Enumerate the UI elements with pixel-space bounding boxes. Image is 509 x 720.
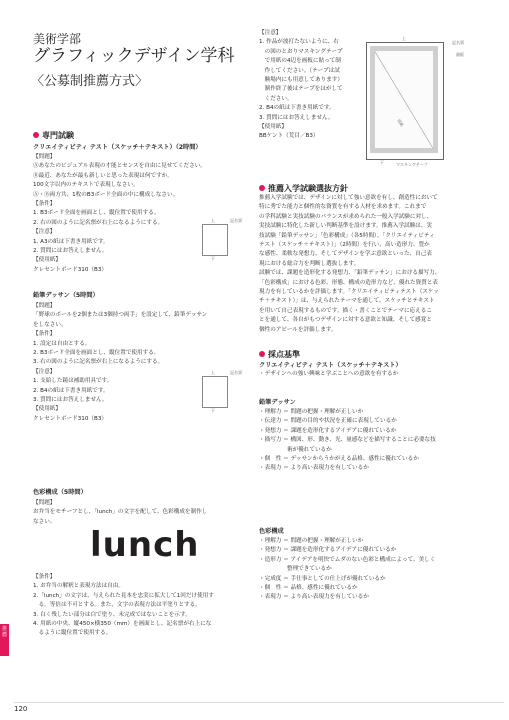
diagram-bottom-label: 下 <box>211 408 215 413</box>
criteria-creative-title: クリエイティビティ テスト（スケッチ＋テキスト） <box>259 362 402 369</box>
diagram-top-label: 上 <box>211 218 215 223</box>
tape-left <box>370 46 375 153</box>
bullet-icon <box>33 132 39 138</box>
diagram-name-label: 記名票 <box>230 218 242 223</box>
section-tab-label: 推薦 <box>1 626 7 638</box>
criteria-drawing-title: 鉛筆デッサン <box>259 399 296 406</box>
page-title: グラフィックデザイン学科 <box>33 46 235 66</box>
notes-text: 【注意】 1. 作品が波打たないように、右 の図のとおりマスキングテープ で用紙の4辺を画板に貼って制 作してください。（テープは試 験場内にも用意してあります） 制作終了後はテープをはがして ください。 2. B4の紙は下書き用紙です。 3. 質問にはお答えしません。 【使用紙】 BBケント（荒目／B3） <box>259 30 343 140</box>
diagram-paper-label: 用紙 <box>396 118 405 128</box>
bullet-icon <box>259 185 265 191</box>
tape-right <box>433 46 438 153</box>
section-heading-policy: 推薦入学試験選抜方針 <box>259 183 348 194</box>
diagram-board-label: 画板 <box>456 52 464 57</box>
creative-test-title: クリエイティビティ テスト（スケッチ＋テキスト）（2時間） <box>33 144 202 151</box>
diagram-top-label: 上 <box>402 36 406 41</box>
department-label: 美術学部 <box>33 32 82 46</box>
color-test-title: 色彩構成（5時間） <box>33 489 87 496</box>
diagram-bottom-label: 下 <box>380 160 384 165</box>
diagram-top-label: 上 <box>211 370 215 375</box>
policy-text: 推薦入学試験では、デザインに対して強い意欲を有し、創造性において 特に秀でた能力と個性的な資質を有する人材を求めます。これまで の学科試験と実技試験のバランスが求められた一般入学試験に対し、 実技試験に特化した新しい判断基準を設けます。推薦入学試験は、実 技試験「鉛筆デッサン」「色彩構成」（各5時間）、「クリエイティビティ テスト（スケッチ＋テキスト）」（2時間）を行い、高い造形力、豊か な感性、柔軟な発想力、そしてデザインを学ぶ意欲といった、自己表 現における総合力を判断し選抜します。 試験では、課題を造形化する発想力、「鉛筆デッサン」における描写力、 「色彩構成」における色彩、形態、構成の造形力など、優れた資質と表 現力を有しているかを評価します。「クリエイティビティテスト（スケッ チ＋テキスト）」は、与えられたテーマを通して、スケッチとテキスト を用いて自己表現するものです。描く・書くことでテーマに応えるこ とを通して、各自がもつデザインに対する意欲と知識、そして感覚と 個性のアピールを評価します。 <box>259 195 441 333</box>
footer-divider <box>14 702 504 703</box>
criteria-color-title: 色彩構成 <box>259 528 284 535</box>
board-diagram <box>202 376 228 408</box>
lunch-sample-word: lunch <box>90 525 200 565</box>
creative-test-text: 【問題】 Ⓐあなたのビジュアル表現の才能とセンスを自由に見せてください。 Ⓑ最近、あなたが最も新しいと思った表現は何ですか。 100文字以内のテキストで表現しなさい。 Ⓐ・Ⓑ両方共、1枚のB3ボード全面の中に構成しなさい。 【条件】 1. B3ボード全面を画面とし、縦位置で使用する。 2. 右の図のように記名票が右上になるようにする。 【注意】 1. A3の紙は下書き用紙です。 2. 質問にはお答えしません。 【使用紙】 クレセントボード310（B3） <box>33 154 206 273</box>
diagram-name-label: 記名票 <box>230 370 242 375</box>
drawing-test-text: 【問題】 「野球のボールを2個または3個持つ両手」を設定して、鉛筆デッサン をしなさい。 【条件】 1. 設定は自由とする。 2. B3ボード全面を画面とし、縦位置で使用する。 3. 右の図のように記名票が右上になるようにする。 【注意】 1. 支給した鏡は補助用具です。 2. B4の紙は下書き用紙です。 3. 質問にはお答えしません。 【使用紙】 クレセントボード310（B3） <box>33 303 208 422</box>
section-heading-criteria: 採点基準 <box>259 349 300 360</box>
board-diagram <box>202 224 228 256</box>
diagram-name-label: 記名票 <box>452 40 464 45</box>
color-test-text: 【問題】 お弁当をモチーフとし、「lunch」の文字を配して、色彩構成を制作し なさい。 <box>33 500 208 525</box>
diagram-tape-label: マスキングテープ <box>396 162 428 167</box>
drawing-test-title: 鉛筆デッサン（5時間） <box>33 292 99 299</box>
color-test-conditions: 【条件】 1. お弁当の解釈と表現方法は自由。 2.「lunch」の文字は、与えられた見本を忠実に拡大して1回だけ使用す る。等倍は不可とする。また、文字の表現方法は平塗りとする。 3. 白く残したい部分は白で塗り、未完成ではないことを示す。 4. 用紙の中央、縦450×横350（mm）を画面とし、記名票が右上にな るように縦位置で使用する。 <box>33 574 214 637</box>
criteria-drawing-text: ・理解力 ＝ 問題の把握・理解が正しいか ・伝達力 ＝ 問題の目的や状況を正確に表現しているか ・発想力 ＝ 課題を造形化するアイデアに優れているか ・描写力 ＝ 構図、形、動き、光、量感などを描写することに必要な技 術が優れているか ・個 性 ＝ デッサンからうかがえる品格、感性に優れているか ・表現力 ＝ より高い表現力を有しているか <box>259 409 436 472</box>
tape-top <box>370 46 438 51</box>
diagonal-line-icon <box>374 50 436 152</box>
criteria-color-text: ・理解力 ＝ 問題の把握・理解が正しいか ・発想力 ＝ 課題を造形化するアイデアに優れているか ・造形力 ＝ アイデアを明快でムダのない色彩と構成によって、美しく 整理できているか ・完成度 ＝ 手仕事としての仕上げが優れているか ・個 性 ＝ 品格、感性に優れているか ・表現力 ＝ より高い表現力を有しているか <box>259 538 436 601</box>
page-number: 120 <box>14 705 28 713</box>
criteria-creative-text: ・デザインへの強い興味と学ぶことへの意欲を有するか <box>259 371 399 377</box>
diagram-bottom-label: 下 <box>211 256 215 261</box>
tape-bottom <box>370 148 438 153</box>
bullet-icon <box>259 351 265 357</box>
page-subtitle: 〈公募制推薦方式〉 <box>31 74 149 89</box>
section-heading-specialty: 専門試験 <box>33 130 74 141</box>
